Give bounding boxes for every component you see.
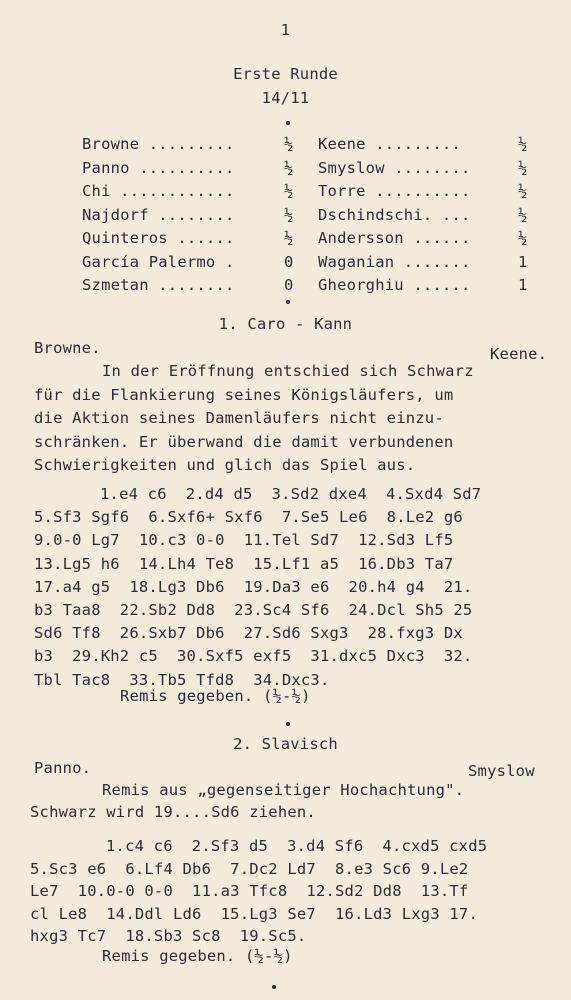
moves-line: b3 Taa8 22.Sb2 Dd8 23.Sc4 Sf6 24.Dcl Sh5 25 — [34, 601, 473, 619]
result-row — [0, 228, 571, 250]
white-player: Panno .......... — [82, 158, 235, 177]
moves-line: 5.Sf3 Sgf6 6.Sxf6+ Sxf6 7.Se5 Le6 8.Le2 g6 — [34, 508, 463, 527]
white-player: Szmetan ........ — [82, 276, 235, 294]
round-date: 14/11 — [261, 89, 310, 107]
result-row — [0, 275, 571, 297]
comment-line: schränken. Er überwand die damit verbundenen — [34, 432, 454, 451]
black-player: Keene ......... — [318, 135, 461, 153]
black-score: ½ — [518, 205, 528, 224]
game1-white-player: Browne. — [34, 339, 101, 357]
moves-line: hxg3 Tc7 18.Sb3 Sc8 19.Sc5. — [30, 927, 307, 945]
comment-line: für die Flankierung seines Königsläufers, um — [34, 385, 454, 404]
moves-line: 1.c4 c6 2.Sf3 d5 3.d4 Sf6 4.cxd5 cxd5 — [106, 837, 488, 855]
game2-white-player: Panno. — [34, 759, 92, 777]
white-score: ½ — [284, 158, 294, 177]
game2-title: 2. Slavisch — [233, 735, 338, 753]
white-player: Najdorf ........ — [82, 205, 235, 224]
black-score: 1 — [518, 252, 528, 271]
moves-line: b3 29.Kh2 c5 30.Sxf5 exf5 31.dxc5 Dxc3 32. — [34, 647, 473, 666]
black-score: 1 — [518, 276, 528, 294]
white-player: Chi ............ — [82, 182, 235, 200]
result-row — [0, 158, 571, 180]
game1-title: 1. Caro - Kann — [218, 315, 353, 333]
moves-line: 5.Sc3 e6 6.Lf4 Db6 7.Dc2 Ld7 8.e3 Sc6 9.Le2 — [30, 859, 469, 878]
moves-line: cl Le8 14.Ddl Ld6 15.Lg3 Se7 16.Ld3 Lxg3 17. — [30, 904, 478, 923]
separator-dot — [286, 121, 290, 125]
page-number: 1 — [280, 21, 291, 39]
comment-line: die Aktion seines Damenläufers nicht einzu- — [34, 409, 444, 427]
black-score: ½ — [518, 182, 528, 200]
moves-line: 13.Lg5 h6 14.Lh4 Te8 15.Lf1 a5 16.Db3 Ta7 — [34, 554, 454, 573]
black-player: Andersson ...... — [318, 229, 471, 247]
result-row — [0, 252, 571, 274]
black-player: Smyslow ........ — [318, 158, 471, 177]
black-score: ½ — [518, 158, 528, 177]
moves-line: Sd6 Tf8 26.Sxb7 Db6 27.Sd6 Sxg3 28.fxg3 Dx — [34, 624, 463, 643]
moves-line: 1.e4 c6 2.d4 d5 3.Sd2 dxe4 4.Sxd4 Sd7 — [100, 485, 482, 503]
game1-black-player: Keene. — [490, 345, 548, 363]
round-title: Erste Runde — [233, 65, 338, 83]
comment-line: In der Eröffnung entschied sich Schwarz — [102, 362, 474, 380]
white-player: Quinteros ...... — [82, 229, 235, 247]
moves-line: Tbl Tac8 33.Tb5 Tfd8 34.Dxc3. — [34, 670, 330, 689]
black-player: Waganian ....... — [318, 252, 471, 271]
separator-dot — [272, 985, 276, 989]
white-score: ½ — [284, 182, 294, 200]
white-player: Browne ......... — [82, 135, 235, 153]
black-player: Torre .......... — [318, 182, 471, 200]
black-player: Gheorghiu ...... — [318, 276, 471, 294]
white-score: 0 — [284, 252, 294, 271]
moves-line: Le7 10.0-0 0-0 11.a3 Tfc8 12.Sd2 Dd8 13.Tf — [30, 882, 469, 900]
white-score: 0 — [284, 276, 294, 294]
result-row — [0, 181, 571, 203]
game1-result: Remis gegeben. (½-½) — [120, 687, 311, 705]
black-score: ½ — [518, 135, 528, 153]
comment-line: Schwierigkeiten und glich das Spiel aus. — [34, 456, 416, 474]
moves-line: 9.0-0 Lg7 10.c3 0-0 11.Tel Sd7 12.Sd3 Lf5 — [34, 531, 454, 550]
moves-line: 17.a4 g5 18.Lg3 Db6 19.Da3 e6 20.h4 g4 21. — [34, 577, 473, 596]
comment-line: Schwarz wird 19....Sd6 ziehen. — [30, 803, 316, 821]
white-score: ½ — [284, 229, 294, 247]
white-score: ½ — [284, 205, 294, 224]
white-player: García Palermo . — [82, 252, 235, 271]
result-row — [0, 205, 571, 227]
black-score: ½ — [518, 229, 528, 247]
black-player: Dschindschi. ... — [318, 205, 471, 224]
white-score: ½ — [284, 135, 294, 153]
comment-line: Remis aus „gegenseitiger Hochachtung". — [102, 781, 465, 799]
separator-dot — [286, 722, 290, 726]
game2-black-player: Smyslow — [468, 762, 535, 780]
separator-dot — [286, 300, 290, 304]
game2-result: Remis gegeben. (½-½) — [102, 947, 293, 965]
result-row — [0, 134, 571, 156]
